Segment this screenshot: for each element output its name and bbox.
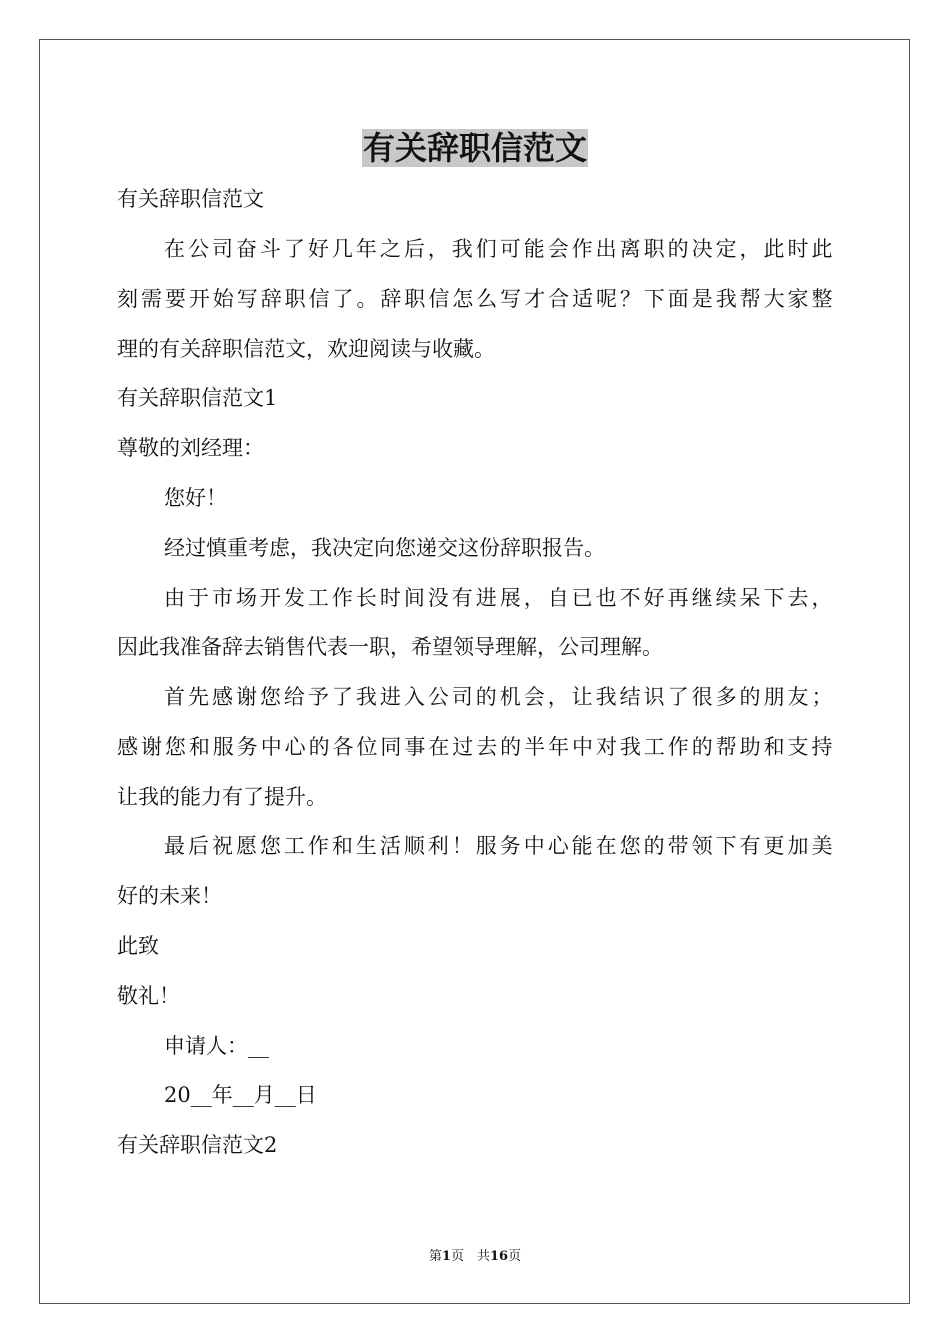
date-line: 20__年__月__日 <box>164 1083 317 1107</box>
section-heading-1: 有关辞职信范文1 <box>117 386 278 410</box>
section-heading-2: 有关辞职信范文2 <box>117 1133 278 1157</box>
salutation-line: 尊敬的刘经理： <box>117 436 264 460</box>
footer-prefix: 第 <box>428 1249 442 1264</box>
page-border <box>39 39 910 1304</box>
closing-line-1: 此致 <box>117 934 159 958</box>
footer-total-pages: 16 <box>489 1249 509 1264</box>
body-line-3: 因此我准备辞去销售代表一职，希望领导理解，公司理解。 <box>117 635 663 659</box>
footer-mid: 页 共 <box>450 1249 490 1264</box>
subtitle-line: 有关辞职信范文 <box>117 187 264 211</box>
greeting-line: 您好！ <box>164 486 227 510</box>
body-line-5: 感谢您和服务中心的各位同事在过去的半年中对我工作的帮助和支持 <box>117 735 833 759</box>
applicant-line: 申请人：__ <box>164 1034 269 1058</box>
page-footer <box>0 1248 950 1266</box>
document-title <box>0 128 950 168</box>
body-line-6: 让我的能力有了提升。 <box>117 785 327 809</box>
intro-line-1: 在公司奋斗了好几年之后，我们可能会作出离职的决定，此时此 <box>164 237 833 261</box>
closing-line-2: 敬礼！ <box>117 984 180 1008</box>
body-line-2: 由于市场开发工作长时间没有进展，自已也不好再继续呆下去， <box>164 586 833 610</box>
body-line-7: 最后祝愿您工作和生活顺利！服务中心能在您的带领下有更加美 <box>164 834 833 858</box>
footer-suffix: 页 <box>508 1249 522 1264</box>
body-line-4: 首先感谢您给予了我进入公司的机会，让我结识了很多的朋友； <box>164 685 833 709</box>
intro-line-2: 刻需要开始写辞职信了。辞职信怎么写才合适呢？下面是我帮大家整 <box>117 287 833 311</box>
document-title-text: 有关辞职信范文 <box>362 129 587 167</box>
body-line-8: 好的未来！ <box>117 884 222 908</box>
footer-page-number: 1 <box>441 1249 451 1264</box>
intro-line-3: 理的有关辞职信范文，欢迎阅读与收藏。 <box>117 337 495 361</box>
body-line-1: 经过慎重考虑，我决定向您递交这份辞职报告。 <box>164 536 605 560</box>
